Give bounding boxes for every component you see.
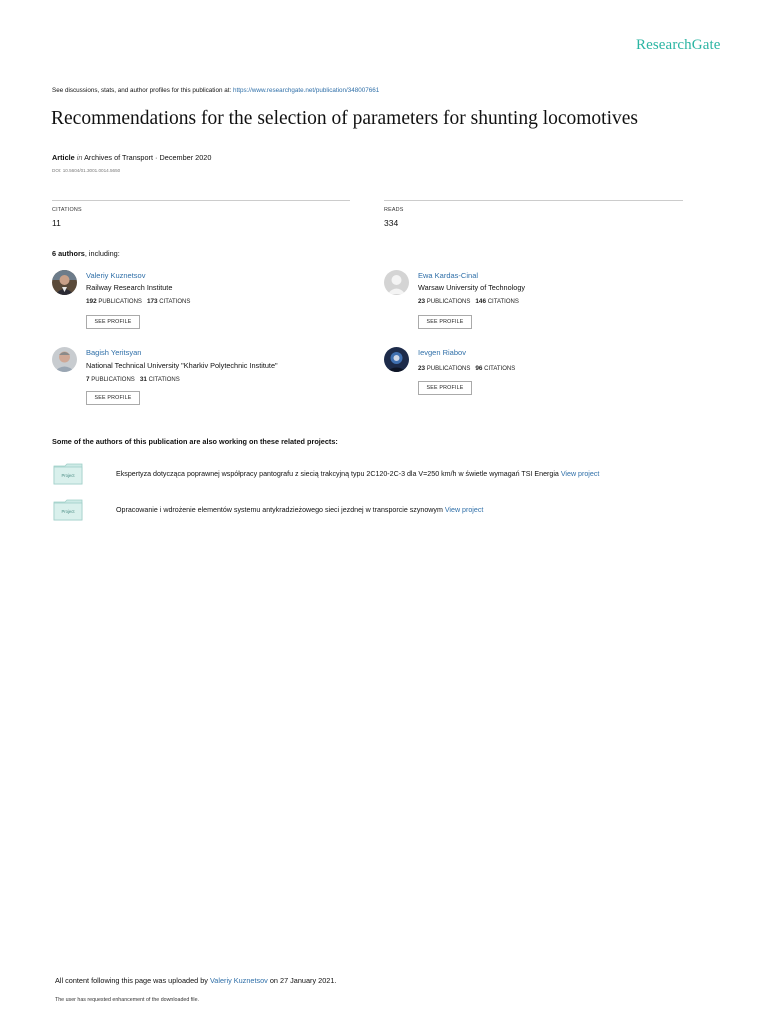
publications-label: PUBLICATIONS — [426, 366, 471, 372]
publication-meta — [52, 153, 211, 162]
reads-value: 334 — [384, 218, 399, 228]
publications-label: PUBLICATIONS — [98, 299, 142, 305]
citations-count: 146 — [475, 298, 487, 305]
authors-heading — [52, 249, 120, 258]
citations-count-label: CITATIONS — [484, 366, 516, 372]
upload-note — [55, 976, 336, 985]
publications-count: 192 — [86, 298, 97, 305]
avatar-ewa-kardas-cinal[interactable] — [384, 270, 409, 295]
citations-count: 96 — [475, 365, 483, 372]
see-profile-button[interactable]: SEE PROFILE — [418, 315, 472, 329]
authors-count: 6 authors — [52, 249, 85, 258]
citations-label: CITATIONS — [52, 207, 82, 213]
citations-count: 173 — [146, 298, 158, 305]
researchgate-logo[interactable]: ResearchGate — [636, 37, 721, 53]
project-item — [116, 506, 483, 514]
related-projects-heading: Some of the authors of this publication are also working on these related projects: — [52, 437, 338, 446]
publication-type: Article — [52, 153, 75, 162]
project-icon-label: Project — [61, 509, 75, 514]
publication-url-link[interactable]: https://www.researchgate.net/publication/348007661 — [232, 87, 380, 94]
project-item — [116, 470, 599, 478]
see-profile-button[interactable]: SEE PROFILE — [418, 381, 472, 395]
see-profile-button[interactable]: SEE PROFILE — [86, 315, 140, 329]
citations-divider — [52, 200, 350, 201]
project-icon-label: Project — [61, 473, 75, 478]
citations-count-label: CITATIONS — [487, 299, 519, 305]
author-stats — [86, 376, 180, 383]
publication-doi: DOI: 10.5604/01.3001.0014.5650 — [52, 168, 121, 173]
authors-suffix: , including: — [84, 249, 120, 258]
publications-count: 7 — [86, 376, 90, 383]
view-project-link[interactable]: View project — [444, 506, 484, 514]
citations-value: 11 — [52, 218, 61, 228]
enhancement-note: The user has requested enhancement of the downloaded file. — [55, 997, 199, 1003]
author-stats — [418, 365, 515, 372]
upload-suffix: on 27 January 2021. — [267, 976, 337, 985]
top-note — [52, 87, 379, 94]
author-name-link[interactable]: Ievgen Riabov — [418, 348, 466, 357]
author-stats — [86, 298, 190, 305]
author-stats — [418, 298, 519, 305]
citations-count-label: CITATIONS — [148, 377, 180, 383]
publications-count: 23 — [418, 365, 426, 372]
publications-count: 23 — [418, 298, 426, 305]
top-note-text: See discussions, stats, and author profiles for this publication at: — [52, 87, 233, 94]
publications-label: PUBLICATIONS — [426, 299, 471, 305]
citations-count: 31 — [139, 376, 147, 383]
author-name-link[interactable]: Valeriy Kuznetsov — [86, 271, 146, 280]
view-project-link[interactable]: View project — [560, 470, 600, 478]
author-name-link[interactable]: Ewa Kardas-Cinal — [418, 271, 479, 280]
in-label: in — [76, 153, 83, 162]
project-folder-icon[interactable] — [53, 499, 83, 521]
reads-divider — [384, 200, 683, 201]
author-institution: Warsaw University of Technology — [418, 283, 526, 292]
journal-date: Archives of Transport · December 2020 — [84, 153, 212, 162]
reads-label: READS — [384, 207, 404, 213]
author-name-link[interactable]: Bagish Yeritsyan — [86, 348, 142, 357]
citations-count-label: CITATIONS — [159, 299, 191, 305]
project-title: Ekspertyza dotycząca poprawnej współpracy pantografu z siecią trakcyjną typu 2C120-2C-3 dla V=250 km/h w świetle wymagań TSI Energia — [116, 470, 561, 478]
project-folder-icon[interactable] — [53, 463, 83, 485]
publication-title: Recommendations for the selection of parameters for shunting locomotives — [51, 108, 639, 129]
see-profile-button[interactable]: SEE PROFILE — [86, 391, 140, 405]
avatar-ievgen-riabov[interactable] — [384, 347, 409, 372]
avatar-valeriy-kuznetsov[interactable] — [52, 270, 77, 295]
publications-label: PUBLICATIONS — [91, 377, 135, 383]
uploader-link[interactable]: Valeriy Kuznetsov — [209, 976, 268, 985]
upload-prefix: All content following this page was uploaded by — [55, 976, 210, 985]
author-institution: National Technical University "Kharkiv Polytechnic Institute" — [86, 361, 278, 370]
project-title: Opracowanie i wdrożenie elementów systemu antykradzieżowego sieci jezdnej w transporcie szynowym — [116, 506, 445, 514]
author-institution: Railway Research Institute — [86, 283, 173, 292]
avatar-bagish-yeritsyan[interactable] — [52, 347, 77, 372]
